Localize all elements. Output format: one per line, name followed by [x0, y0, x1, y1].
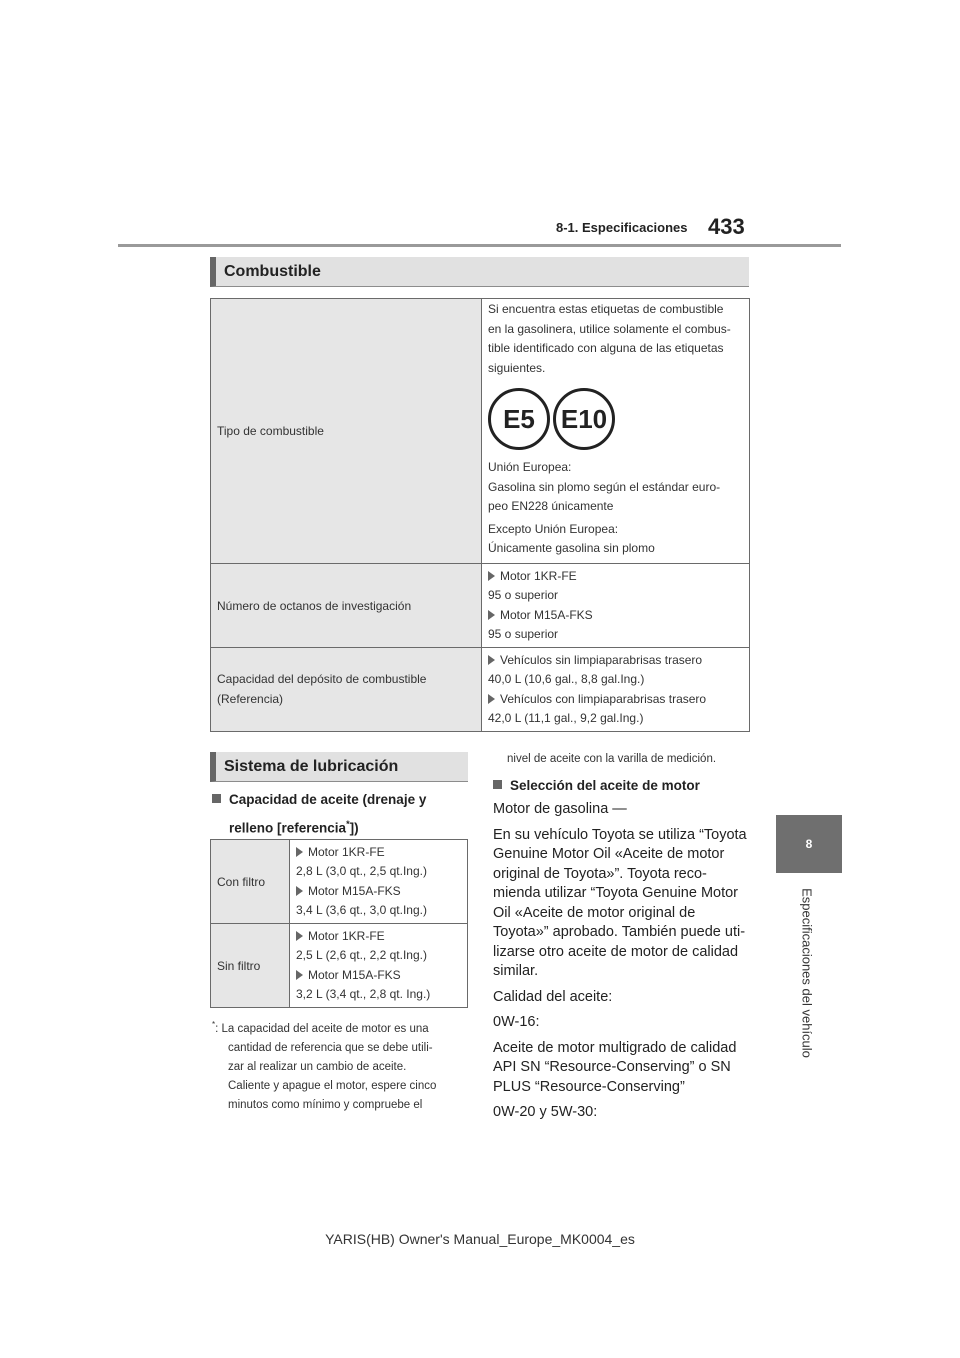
engine-name: Motor M15A-FKS	[500, 607, 593, 622]
engine-name: Motor 1KR-FE	[500, 568, 577, 583]
triangle-bullet-icon	[488, 694, 495, 704]
with-filter-label: Con filtro	[217, 874, 266, 889]
fuel-label-badges	[488, 388, 743, 450]
table-value-cell	[290, 924, 468, 1008]
engine-name: Motor M15A-FKS	[308, 967, 401, 982]
footnote	[212, 1015, 470, 1115]
non-eu-fuel-line: Excepto Unión Europea:	[488, 521, 619, 536]
oil-selection-title-text: Selección del aceite de motor	[510, 778, 700, 793]
lubrication-heading	[210, 752, 468, 782]
table-row	[211, 840, 468, 924]
triangle-bullet-icon	[488, 655, 495, 665]
oil-capacity-value: 2,8 L (3,0 qt., 2,5 qt.Ing.)	[296, 864, 427, 878]
eu-fuel-line: Unión Europea:	[488, 460, 572, 474]
oil-capacity-title-end: ])	[349, 820, 359, 836]
viscosity-label: 0W-20 y 5W-30:	[493, 1104, 598, 1120]
list-item	[488, 606, 743, 626]
eu-fuel-line: peo EN228 únicamente	[488, 499, 614, 513]
body-line: Toyota»” aprobado. También puede uti-	[493, 924, 746, 940]
chapter-label	[742, 880, 872, 1065]
table-label-cell	[211, 840, 290, 924]
triangle-bullet-icon	[296, 970, 303, 980]
body-line: API SN “Resource-Conserving” o SN	[493, 1059, 731, 1075]
oil-capacity-value: 3,2 L (3,4 qt., 2,8 qt. Ing.)	[296, 987, 431, 1001]
footnote-line: : La capacidad del aceite de motor es una	[215, 1022, 429, 1035]
table-row	[211, 564, 750, 648]
without-filter-label: Sin filtro	[217, 958, 261, 973]
list-item	[488, 567, 743, 587]
octane-value: 95 o superior	[488, 627, 559, 641]
table-row	[211, 299, 750, 564]
chapter-number: 8	[805, 837, 813, 851]
list-item	[296, 966, 461, 986]
list-item	[296, 882, 461, 902]
triangle-bullet-icon	[488, 610, 495, 620]
table-label-cell	[211, 299, 482, 564]
square-bullet-icon	[212, 794, 221, 803]
list-item	[488, 690, 743, 710]
triangle-bullet-icon	[488, 571, 495, 581]
fuel-type-intro-line: tible identificado con alguna de las etiquetas	[488, 341, 724, 355]
footnote-marker: *	[346, 819, 350, 829]
oil-selection-block	[493, 773, 753, 1123]
body-line: Oil «Aceite de motor original de	[493, 904, 696, 921]
header-divider	[118, 244, 841, 247]
chapter-title: Especificaciones del vehículo	[799, 887, 815, 1058]
table-value-cell	[482, 648, 750, 732]
viscosity-label: 0W-16:	[493, 1014, 540, 1030]
octane-label: Número de octanos de investigación	[217, 598, 412, 613]
fuel-type-intro-line: en la gasolinera, utilice solamente el combus-	[488, 321, 731, 336]
oil-capacity-title-line: Capacidad de aceite (drenaje y	[229, 792, 427, 807]
triangle-bullet-icon	[296, 847, 303, 857]
footnote-line: Caliente y apague el motor, espere cinco	[228, 1079, 437, 1092]
list-item	[296, 843, 461, 863]
body-line: Aceite de motor multigrado de calidad	[493, 1039, 737, 1056]
section-title: 8-1. Especificaciones	[556, 220, 688, 235]
body-line: En su vehículo Toyota se utiliza “Toyota	[493, 826, 747, 843]
e10-fuel-label: E10	[553, 388, 615, 450]
body-line: similar.	[493, 963, 539, 979]
vehicle-variant: Vehículos sin limpiaparabrisas trasero	[500, 652, 703, 667]
e5-fuel-label: E5	[488, 388, 550, 450]
non-eu-fuel-line: Únicamente gasolina sin plomo	[488, 541, 655, 555]
tank-capacity-label: (Referencia)	[217, 691, 284, 706]
triangle-bullet-icon	[296, 931, 303, 941]
engine-name: Motor 1KR-FE	[308, 928, 385, 943]
tank-capacity-label: Capacidad del depósito de combustible	[217, 672, 427, 686]
footnote-line: cantidad de referencia que se debe utili-	[228, 1041, 433, 1054]
body-line: Genuine Motor Oil «Aceite de motor	[493, 846, 725, 862]
engine-name: Motor 1KR-FE	[308, 844, 385, 859]
fuel-heading-text: Combustible	[224, 262, 321, 280]
oil-capacity-title	[212, 787, 468, 841]
fuel-type-intro-line: siguientes.	[488, 360, 546, 375]
gasoline-engine-label: Motor de gasolina —	[493, 801, 627, 817]
vehicle-variant: Vehículos con limpiaparabrisas trasero	[500, 691, 707, 706]
oil-capacity-table	[210, 839, 468, 1008]
square-bullet-icon	[493, 780, 502, 789]
triangle-bullet-icon	[296, 886, 303, 896]
octane-value: 95 o superior	[488, 588, 559, 602]
footnote-marker: *	[212, 1020, 216, 1029]
body-line: lizarse otro aceite de motor de calidad	[493, 943, 739, 960]
body-line: mienda utilizar “Toyota Genuine Motor	[493, 885, 739, 901]
page-number: 433	[708, 214, 745, 239]
table-row	[211, 924, 468, 1008]
fuel-type-label: Tipo de combustible	[217, 424, 324, 438]
oil-selection-title	[493, 773, 753, 798]
footnote-continuation: nivel de aceite con la varilla de medición.	[507, 753, 717, 765]
tank-capacity-value: 40,0 L (10,6 gal., 8,8 gal.Ing.)	[488, 672, 645, 686]
footer-manual-id: YARIS(HB) Owner's Manual_Europe_MK0004_es	[325, 1231, 635, 1247]
fuel-heading	[210, 257, 749, 287]
oil-capacity-title-line: relleno [referencia	[229, 820, 347, 836]
table-value-cell	[482, 299, 750, 564]
body-line: PLUS “Resource-Conserving”	[493, 1078, 685, 1095]
table-label-cell	[211, 648, 482, 732]
footnote-line: minutos como mínimo y compruebe el	[228, 1098, 423, 1111]
oil-quality-label: Calidad del aceite:	[493, 988, 613, 1005]
table-value-cell	[290, 840, 468, 924]
lubrication-heading-text: Sistema de lubricación	[224, 757, 399, 775]
chapter-tab[interactable]	[776, 815, 842, 873]
table-value-cell	[482, 564, 750, 648]
table-label-cell	[211, 924, 290, 1008]
list-item	[296, 927, 461, 947]
footnote-line: zar al realizar un cambio de aceite.	[228, 1060, 407, 1073]
oil-capacity-value: 2,5 L (2,6 qt., 2,2 qt.Ing.)	[296, 948, 427, 962]
eu-fuel-line: Gasolina sin plomo según el estándar euro-	[488, 479, 721, 494]
table-row	[211, 648, 750, 732]
tank-capacity-value: 42,0 L (11,1 gal., 9,2 gal.Ing.)	[488, 711, 644, 725]
oil-capacity-value: 3,4 L (3,6 qt., 3,0 qt.Ing.)	[296, 903, 427, 917]
table-label-cell	[211, 564, 482, 648]
list-item	[488, 651, 743, 671]
fuel-type-intro-line: Si encuentra estas etiquetas de combustible	[488, 302, 724, 316]
body-line: original de Toyota»”. Toyota reco-	[493, 865, 707, 882]
fuel-table	[210, 298, 750, 732]
engine-name: Motor M15A-FKS	[308, 883, 401, 898]
